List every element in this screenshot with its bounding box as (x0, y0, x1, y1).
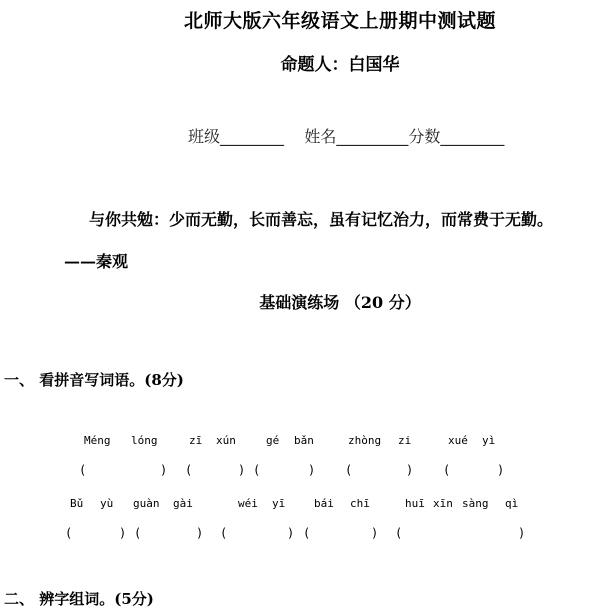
answer-blank-open: ( (220, 526, 228, 540)
name-label: 姓名 (304, 127, 337, 146)
answer-blank-open: ( (79, 463, 87, 477)
pinyin-syllable: guàn (133, 497, 160, 510)
pinyin-syllable: zi (398, 434, 412, 447)
answer-blank-close: ) (196, 526, 204, 540)
score-label: 分数 (408, 127, 441, 146)
section-heading: 基础演练场 （20 分） (259, 293, 421, 312)
student-info-line (188, 124, 504, 147)
answer-blank-close: ) (160, 463, 168, 477)
pinyin-syllable: bái (314, 497, 334, 510)
pinyin-syllable: yù (100, 497, 114, 510)
pinyin-syllable: bǎn (294, 434, 314, 447)
answer-blank-open: ( (345, 463, 353, 477)
answer-blank-close: ) (518, 526, 526, 540)
answer-blank-open: ( (395, 526, 403, 540)
pinyin-syllable: sàng (462, 497, 489, 510)
class-label: 班级 (188, 127, 221, 146)
pinyin-syllable: chī (350, 497, 370, 510)
pinyin-syllable: zhòng (348, 434, 382, 447)
answer-blank-close: ) (308, 463, 316, 477)
pinyin-syllable: yì (482, 434, 496, 447)
answer-blank-close: ) (497, 463, 505, 477)
name-blank[interactable]: _________ (336, 127, 409, 146)
answer-blank-close: ) (238, 463, 246, 477)
question-1-title: 一、 看拼音写词语。(8分) (4, 371, 184, 389)
pinyin-syllable: xué (448, 434, 468, 447)
document-title: 北师大版六年级语文上册期中测试题 (183, 10, 496, 32)
pinyin-syllable: lóng (131, 434, 158, 447)
question-2-title: 二、 辨字组词。(5分) (4, 590, 154, 608)
answer-blank-open: ( (134, 526, 142, 540)
pinyin-syllable: yī (272, 497, 286, 510)
pinyin-syllable: Méng (84, 434, 111, 447)
answer-blank-open: ( (303, 526, 311, 540)
pinyin-syllable: zī (189, 434, 203, 447)
answer-blank-open: ( (443, 463, 451, 477)
answer-blank-open: ( (185, 463, 193, 477)
pinyin-syllable: xīn (433, 497, 453, 510)
answer-blank-open: ( (253, 463, 261, 477)
pinyin-syllable: xún (216, 434, 236, 447)
class-blank[interactable]: ________ (220, 127, 285, 146)
score-blank[interactable]: ________ (440, 127, 505, 146)
answer-blank-close: ) (119, 526, 127, 540)
answer-blank-close: ) (287, 526, 295, 540)
pinyin-syllable: wéi (238, 497, 258, 510)
pinyin-syllable: huī (405, 497, 425, 510)
answer-blank-close: ) (371, 526, 379, 540)
pinyin-syllable: qì (505, 497, 519, 510)
pinyin-syllable: gé (266, 434, 280, 447)
answer-blank-close: ) (406, 463, 414, 477)
pinyin-syllable: gài (173, 497, 193, 510)
motto-author: ——秦观 (64, 252, 129, 271)
motto: 与你共勉：少而无勤，长而善忘，虽有记忆治力，而常费于无勤。 (89, 210, 554, 229)
answer-blank-open: ( (65, 526, 73, 540)
author-line: 命题人：白国华 (280, 55, 400, 75)
pinyin-syllable: Bǔ (70, 497, 84, 510)
